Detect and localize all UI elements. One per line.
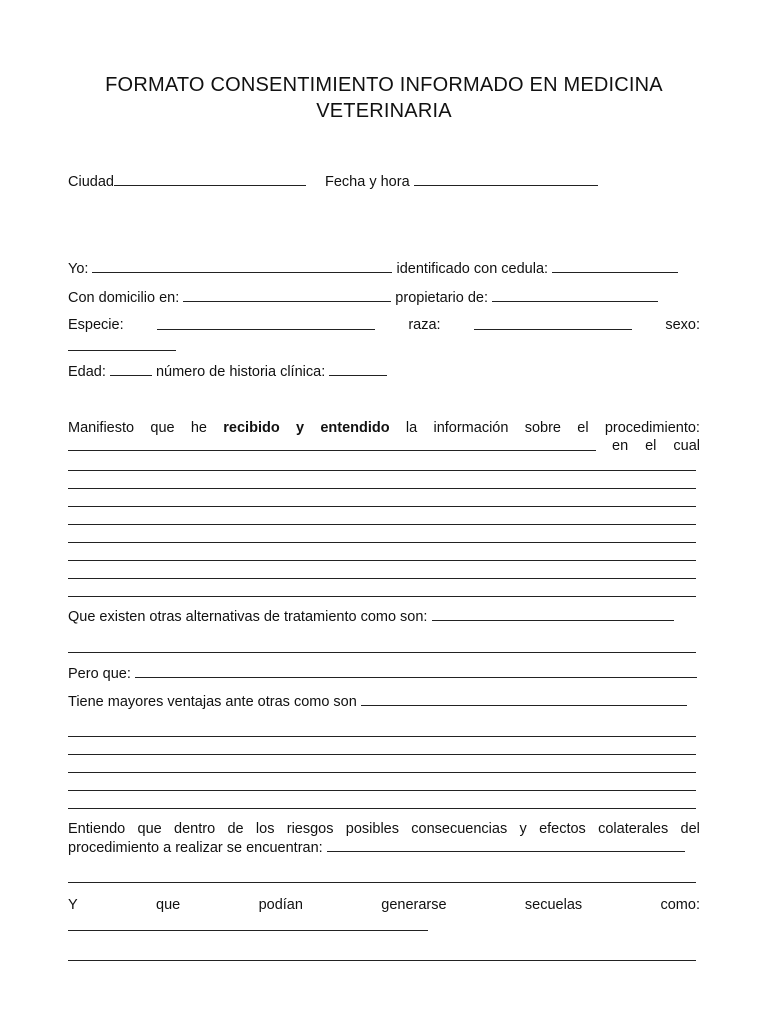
blank-line[interactable] [68, 754, 696, 755]
word: Entiendo [68, 821, 126, 837]
word: secuelas [524, 897, 583, 913]
blank-line[interactable] [68, 542, 696, 543]
word: del [680, 821, 700, 837]
ciudad-row [68, 172, 306, 191]
yo-label: Yo: [68, 261, 89, 277]
edad-row [68, 362, 387, 381]
alternativas-label: Que existen otras alternativas de tratamiento como son: [68, 609, 428, 625]
manifiesto-line [68, 419, 700, 437]
edad-blank[interactable] [110, 362, 152, 376]
word: información [433, 420, 509, 436]
blank-line[interactable] [68, 578, 696, 579]
word: que [137, 821, 162, 837]
riesgos-blank[interactable] [327, 838, 685, 852]
propietario-label: propietario de: [395, 290, 488, 306]
bold-word: y [295, 420, 305, 436]
blank-line[interactable] [68, 506, 696, 507]
word: he [190, 420, 207, 436]
entiendo-line [68, 820, 700, 838]
word: generarse [381, 897, 447, 913]
ventajas-row [68, 692, 687, 711]
blank-line[interactable] [68, 652, 696, 653]
word: Y [68, 897, 78, 913]
blank-line[interactable] [68, 808, 696, 809]
word: dentro [174, 821, 216, 837]
blank-line[interactable] [68, 488, 696, 489]
historia-label: número de historia clínica: [155, 364, 326, 380]
ciudad-label: Ciudad [68, 174, 114, 190]
word: riesgos [286, 821, 334, 837]
pero-label: Pero que: [68, 666, 131, 682]
blank-line[interactable] [68, 560, 696, 561]
blank-line[interactable] [68, 882, 696, 883]
word: consecuencias [411, 821, 508, 837]
en-el-cual-line [68, 437, 700, 455]
pero-blank[interactable] [135, 664, 697, 678]
sexo-label: sexo: [665, 317, 700, 333]
title-line-2: VETERINARIA [316, 100, 452, 122]
secuelas-blank[interactable] [68, 930, 428, 931]
yo-row [68, 259, 678, 278]
word: cual [673, 438, 700, 454]
fecha-label: Fecha y hora [325, 174, 410, 190]
ventajas-blank[interactable] [361, 692, 687, 706]
fecha-blank[interactable] [414, 172, 598, 186]
raza-label: raza: [408, 317, 441, 333]
alternativas-row [68, 607, 674, 626]
alternativas-blank[interactable] [432, 607, 674, 621]
word: que [156, 897, 181, 913]
word: los [255, 821, 275, 837]
historia-blank[interactable] [329, 362, 387, 376]
ciudad-blank[interactable] [114, 172, 306, 186]
propietario-blank[interactable] [492, 288, 658, 302]
word: posibles [345, 821, 399, 837]
word: en [612, 438, 629, 454]
title-line-1: FORMATO CONSENTIMIENTO INFORMADO EN MEDICINA [105, 74, 663, 96]
especie-label: Especie: [68, 317, 124, 333]
word: como: [660, 897, 700, 913]
word: que [150, 420, 175, 436]
document-title [68, 72, 700, 124]
word: podían [258, 897, 303, 913]
word: sobre [524, 420, 561, 436]
blank-line[interactable] [68, 736, 696, 737]
word: Manifiesto [68, 420, 135, 436]
secuelas-line [68, 896, 700, 914]
domicilio-row [68, 288, 658, 307]
blank-line[interactable] [68, 470, 696, 471]
fecha-row [325, 172, 598, 191]
procedimiento-label: procedimiento a realizar se encuentran: [68, 840, 323, 856]
domicilio-blank[interactable] [183, 288, 391, 302]
word: efectos [539, 821, 586, 837]
blank-line[interactable] [68, 596, 696, 597]
word: el [577, 420, 589, 436]
cedula-blank[interactable] [552, 259, 678, 273]
especie-blank[interactable] [157, 316, 375, 330]
procedimiento-blank[interactable] [68, 437, 596, 451]
word: de [227, 821, 244, 837]
identificado-label: identificado con cedula: [396, 261, 549, 277]
procedimiento-row [68, 838, 685, 857]
blank-line[interactable] [68, 524, 696, 525]
blank-line[interactable] [68, 960, 696, 961]
bold-word: entendido [320, 420, 390, 436]
blank-line[interactable] [68, 772, 696, 773]
pero-row [68, 664, 697, 683]
word: la [405, 420, 418, 436]
especie-row [68, 316, 700, 334]
en-el-cual-text [596, 437, 700, 455]
word: y [519, 821, 527, 837]
ventajas-label: Tiene mayores ventajas ante otras como son [68, 694, 357, 710]
domicilio-label: Con domicilio en: [68, 290, 180, 306]
edad-label: Edad: [68, 364, 106, 380]
word: el [645, 438, 657, 454]
raza-blank[interactable] [474, 316, 632, 330]
yo-blank[interactable] [92, 259, 392, 273]
bold-word: recibido [223, 420, 280, 436]
sexo-blank[interactable] [68, 350, 176, 351]
blank-line[interactable] [68, 790, 696, 791]
word: colaterales [598, 821, 669, 837]
word: procedimiento: [604, 420, 700, 436]
